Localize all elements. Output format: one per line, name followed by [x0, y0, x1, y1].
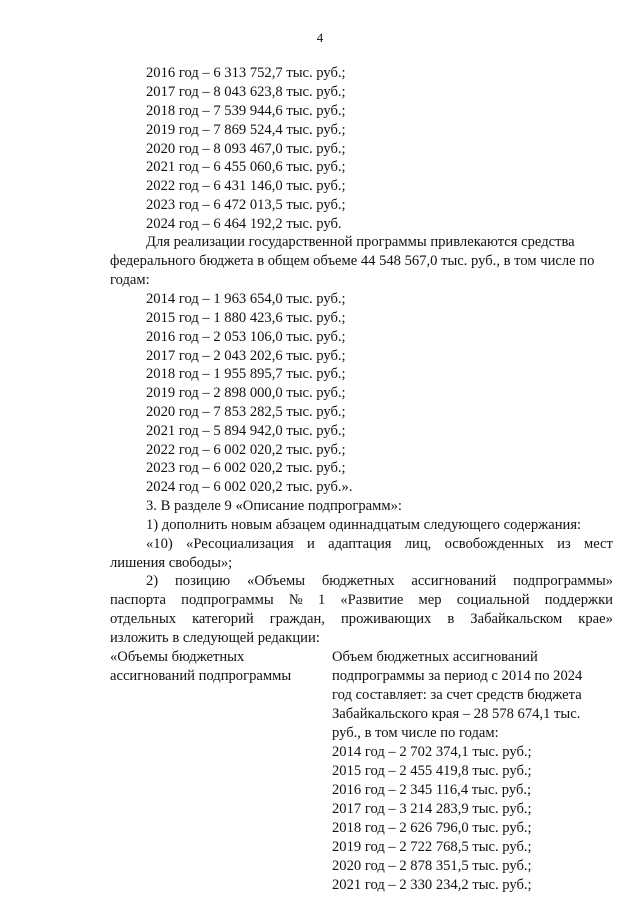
word: паспорта — [110, 592, 167, 608]
year-line: 2017 год – 3 214 283,9 тыс. руб.; — [332, 801, 532, 817]
word: проживающих — [340, 611, 432, 627]
year-line: 2020 год – 2 878 351,5 тыс. руб.; — [332, 858, 532, 874]
word: и — [307, 536, 315, 552]
table-right-cell-line: подпрограммы за период с 2014 по 2024 — [332, 668, 583, 684]
table-right-cell-line: Забайкальского края – 28 578 674,1 тыс. — [332, 706, 581, 722]
word: позицию — [175, 573, 231, 589]
word: «Ресоциализация — [186, 536, 294, 552]
table-right-cell-line: год составляет: за счет средств бюджета — [332, 687, 582, 703]
year-line: 2024 год – 6 464 192,2 тыс. руб. — [146, 216, 342, 232]
year-line: 2019 год – 2 898 000,0 тыс. руб.; — [146, 385, 346, 401]
word: в — [447, 611, 455, 627]
year-line: 2016 год – 2 345 116,4 тыс. руб.; — [332, 782, 532, 798]
year-line: 2016 год – 6 313 752,7 тыс. руб.; — [146, 65, 346, 81]
paragraph-line: федерального бюджета в общем объеме 44 548 567,0 тыс. руб., в том числе по — [110, 253, 595, 269]
year-line: 2021 год – 2 330 234,2 тыс. руб.; — [332, 877, 532, 893]
word: граждан, — [269, 611, 325, 627]
item-2-line: изложить в следующей редакции: — [110, 630, 320, 646]
item-2-line — [146, 572, 613, 591]
table-right-cell-line: руб., в том числе по годам: — [332, 725, 499, 741]
year-line: 2022 год – 6 431 146,0 тыс. руб.; — [146, 178, 346, 194]
word: поддержки — [544, 592, 613, 608]
year-line: 2018 год – 2 626 796,0 тыс. руб.; — [332, 820, 532, 836]
year-line: 2014 год – 1 963 654,0 тыс. руб.; — [146, 291, 346, 307]
item-1-text: 1) дополнить новым абзацем одиннадцатым следующего содержания: — [146, 517, 582, 533]
word: № — [288, 592, 303, 608]
year-line: 2020 год – 7 853 282,5 тыс. руб.; — [146, 404, 346, 420]
section-heading: 3. В разделе 9 «Описание подпрограмм»: — [146, 498, 402, 514]
year-line: 2023 год – 6 002 020,2 тыс. руб.; — [146, 460, 346, 476]
year-line: 2021 год – 6 455 060,6 тыс. руб.; — [146, 159, 346, 175]
table-left-cell-line: ассигнований подпрограммы — [110, 668, 292, 684]
year-line: 2021 год – 5 894 942,0 тыс. руб.; — [146, 423, 346, 439]
word: из — [557, 536, 571, 552]
page-number: 4 — [316, 30, 324, 45]
quote-line — [146, 535, 613, 554]
year-line: 2017 год – 8 043 623,8 тыс. руб.; — [146, 84, 346, 100]
word: социальной — [456, 592, 530, 608]
year-line: 2024 год – 6 002 020,2 тыс. руб.». — [146, 479, 353, 495]
year-line: 2020 год – 8 093 467,0 тыс. руб.; — [146, 141, 346, 157]
word: 1 — [317, 592, 326, 608]
item-2-line — [110, 610, 613, 629]
year-line: 2022 год – 6 002 020,2 тыс. руб.; — [146, 442, 346, 458]
word: 2) — [146, 573, 159, 589]
word: бюджетных — [321, 573, 395, 589]
word: лиц, — [404, 536, 432, 552]
word: крае» — [578, 611, 613, 627]
quote-line: лишения свободы»; — [110, 555, 233, 571]
year-line: 2015 год – 2 455 419,8 тыс. руб.; — [332, 763, 532, 779]
year-line: 2023 год – 6 472 013,5 тыс. руб.; — [146, 197, 346, 213]
year-line: 2019 год – 7 869 524,4 тыс. руб.; — [146, 122, 346, 138]
year-line: 2014 год – 2 702 374,1 тыс. руб.; — [332, 744, 532, 760]
word: отдельных — [110, 611, 177, 627]
item-2-line — [110, 591, 613, 610]
table-right-cell-line: Объем бюджетных ассигнований — [332, 649, 538, 665]
year-line: 2015 год – 1 880 423,6 тыс. руб.; — [146, 310, 346, 326]
word: Забайкальском — [470, 611, 563, 627]
word: ассигнований — [411, 573, 497, 589]
word: «Развитие — [340, 592, 404, 608]
word: «Объемы — [247, 573, 306, 589]
word: адаптация — [328, 536, 392, 552]
word: мер — [418, 592, 442, 608]
word: подпрограммы — [181, 592, 274, 608]
word: «10) — [146, 536, 173, 552]
word: категорий — [192, 611, 254, 627]
year-line: 2018 год – 1 955 895,7 тыс. руб.; — [146, 366, 346, 382]
table-left-cell-line: «Объемы бюджетных — [110, 649, 245, 665]
year-line: 2016 год – 2 053 106,0 тыс. руб.; — [146, 329, 346, 345]
year-line: 2019 год – 2 722 768,5 тыс. руб.; — [332, 839, 532, 855]
word: освобожденных — [444, 536, 544, 552]
word: подпрограммы» — [513, 573, 613, 589]
paragraph-line: годам: — [110, 272, 150, 288]
word: мест — [583, 536, 613, 552]
paragraph-line: Для реализации государственной программы привлекаются средства — [146, 234, 575, 250]
year-line: 2017 год – 2 043 202,6 тыс. руб.; — [146, 348, 346, 364]
year-line: 2018 год – 7 539 944,6 тыс. руб.; — [146, 103, 346, 119]
